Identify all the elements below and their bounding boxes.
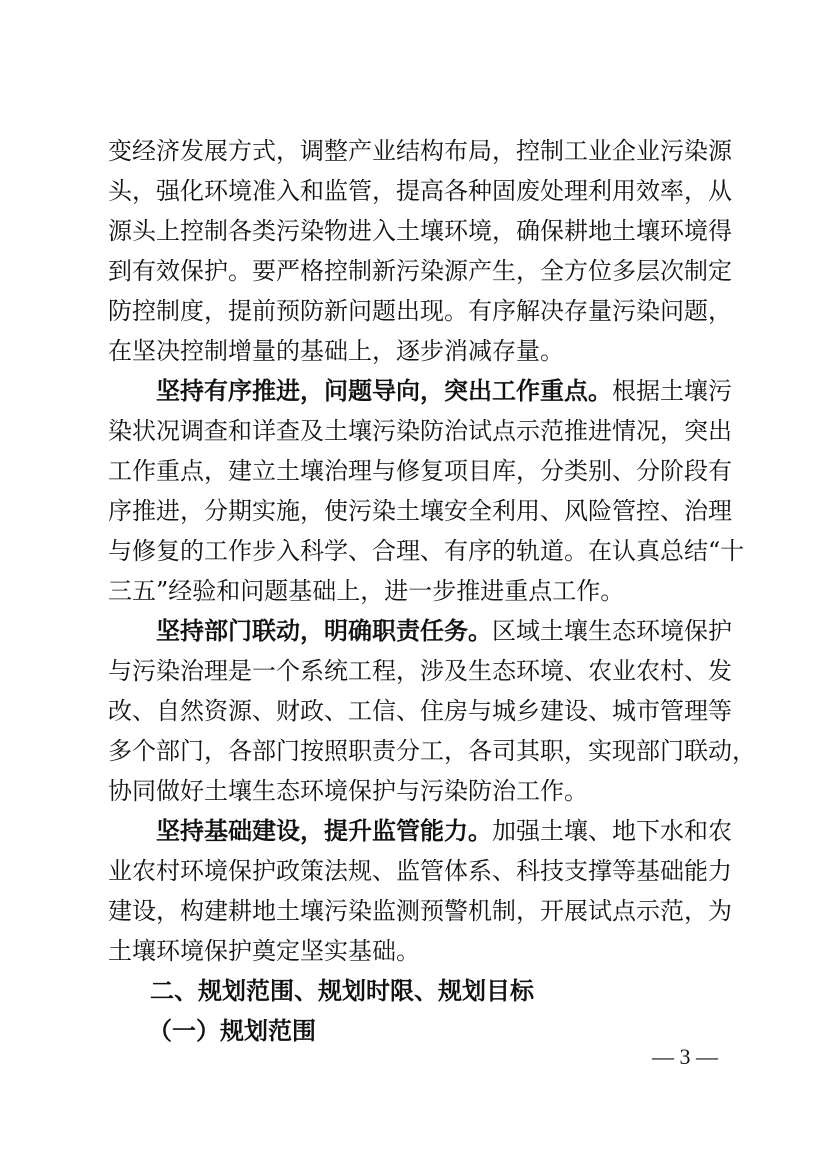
paragraph-text: 根据土壤污 bbox=[612, 377, 732, 405]
body-line: 改、自然资源、财政、工信、住房与城乡建设、城市管理等 bbox=[108, 697, 732, 725]
body-line: 建设，构建耕地土壤污染监测预警机制，开展试点示范，为 bbox=[108, 897, 732, 925]
body-line: 与修复的工作步入科学、合理、有序的轨道。在认真总结“十 bbox=[108, 537, 745, 565]
paragraph-text: 加强土壤、地下水和农 bbox=[492, 817, 732, 845]
paragraph-first-line bbox=[156, 611, 732, 651]
paragraph-first-line bbox=[156, 811, 732, 851]
paragraph-lead: 坚持基础建设，提升监管能力。 bbox=[156, 816, 492, 845]
paragraph-lead: 坚持部门联动，明确职责任务。 bbox=[156, 616, 492, 645]
body-line: 多个部门，各部门按照职责分工，各司其职，实现部门联动， bbox=[108, 737, 756, 765]
subsection-heading: （一）规划范围 bbox=[148, 1017, 316, 1045]
body-line: 到有效保护。要严格控制新污染源产生，全方位多层次制定 bbox=[108, 257, 732, 285]
body-line: 源头上控制各类污染物进入土壤环境，确保耕地土壤环境得 bbox=[108, 217, 732, 245]
paragraph-first-line bbox=[156, 371, 732, 411]
body-line: 业农村环境保护政策法规、监管体系、科技支撑等基础能力 bbox=[108, 857, 732, 885]
body-line: 工作重点，建立土壤治理与修复项目库，分类别、分阶段有 bbox=[108, 457, 732, 485]
body-line: 变经济发展方式，调整产业结构布局，控制工业企业污染源 bbox=[108, 137, 732, 165]
body-line: 与污染治理是一个系统工程，涉及生态环境、农业农村、发 bbox=[108, 657, 732, 685]
body-line: 序推进，分期实施，使污染土壤安全利用、风险管控、治理 bbox=[108, 497, 732, 525]
body-line: 三五”经验和问题基础上，进一步推进重点工作。 bbox=[108, 577, 625, 605]
body-line: 在坚决控制增量的基础上，逐步消减存量。 bbox=[108, 337, 564, 365]
body-line: 防控制度，提前预防新问题出现。有序解决存量污染问题， bbox=[108, 297, 732, 325]
body-line: 协同做好土壤生态环境保护与污染防治工作。 bbox=[108, 777, 588, 805]
body-line: 土壤环境保护奠定坚实基础。 bbox=[108, 937, 420, 965]
paragraph-lead: 坚持有序推进，问题导向，突出工作重点。 bbox=[156, 376, 612, 405]
section-heading: 二、规划范围、规划时限、规划目标 bbox=[150, 977, 534, 1005]
body-line: 头，强化环境准入和监管，提高各种固废处理利用效率，从 bbox=[108, 177, 732, 205]
page-number: — 3 — bbox=[652, 1044, 718, 1069]
paragraph-text: 区域土壤生态环境保护 bbox=[492, 617, 732, 645]
body-line: 染状况调查和详查及土壤污染防治试点示范推进情况，突出 bbox=[108, 417, 732, 445]
